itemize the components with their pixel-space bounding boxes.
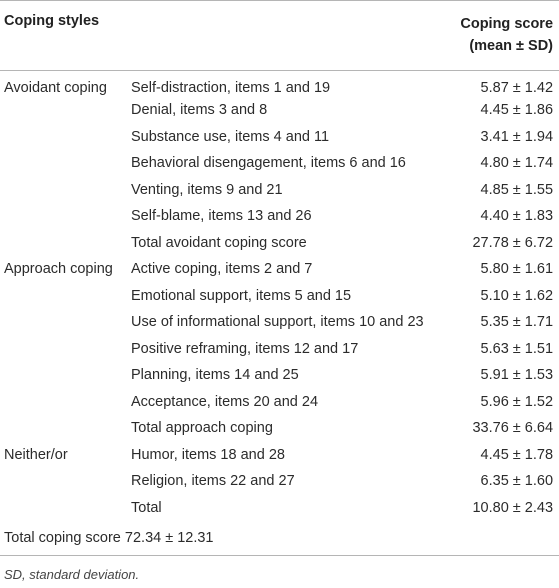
item-cell: Positive reframing, items 12 and 17 (131, 340, 359, 357)
total-score: 72.34 ± 12.31 (124, 529, 214, 546)
category-cell (0, 389, 126, 416)
item-cell: Self-distraction, items 1 and 19 (131, 80, 331, 96)
score-cell: 5.87 ± 1.42 (480, 80, 554, 96)
header-coping-score (445, 1, 559, 71)
score-cell: 33.76 ± 6.64 (472, 420, 554, 437)
table-row (0, 415, 559, 442)
header-coping-styles: Coping styles (4, 13, 100, 29)
item-cell: Religion, items 22 and 27 (131, 473, 295, 490)
category-cell (0, 124, 126, 151)
item-cell: Venting, items 9 and 21 (131, 181, 283, 198)
category-cell (0, 362, 126, 389)
score-cell: 5.10 ± 1.62 (480, 287, 554, 304)
item-cell: Denial, items 3 and 8 (131, 102, 268, 119)
item-cell: Total (131, 499, 162, 516)
score-cell: 6.35 ± 1.60 (480, 473, 554, 490)
table-body (0, 71, 559, 556)
category-cell (0, 495, 126, 522)
table-row (0, 309, 559, 336)
table-row (0, 256, 559, 283)
header-coping-score-line1: Coping score (460, 16, 554, 32)
item-cell: Acceptance, items 20 and 24 (131, 393, 319, 410)
score-cell: 27.78 ± 6.72 (472, 234, 554, 251)
score-cell: 4.40 ± 1.83 (480, 208, 554, 225)
score-cell: 10.80 ± 2.43 (472, 499, 554, 516)
category-cell: Neither/or (4, 446, 68, 463)
score-cell: 3.41 ± 1.94 (480, 128, 554, 145)
table-row (0, 336, 559, 363)
category-cell (0, 177, 126, 204)
item-cell: Emotional support, items 5 and 15 (131, 287, 352, 304)
total-cell (0, 521, 559, 555)
header-coping-score-line2: (mean ± SD) (469, 38, 554, 54)
category-cell (0, 309, 126, 336)
category-cell (0, 283, 126, 310)
item-cell: Self-blame, items 13 and 26 (131, 208, 312, 225)
category-cell: Approach coping (4, 261, 113, 278)
score-cell: 4.85 ± 1.55 (480, 181, 554, 198)
score-cell: 4.45 ± 1.78 (480, 446, 554, 463)
total-label: Total coping score (4, 529, 121, 546)
table-row (0, 150, 559, 177)
item-cell: Total approach coping (131, 420, 273, 437)
score-cell: 5.35 ± 1.71 (480, 314, 554, 331)
category-cell (0, 230, 126, 257)
score-cell: 5.63 ± 1.51 (480, 340, 554, 357)
table-row (0, 124, 559, 151)
item-cell: Total avoidant coping score (131, 234, 307, 251)
score-cell: 5.80 ± 1.61 (480, 261, 554, 278)
table-header (0, 1, 559, 71)
table-row (0, 203, 559, 230)
item-cell: Behavioral disengagement, items 6 and 16 (131, 155, 406, 172)
item-cell: Humor, items 18 and 28 (131, 446, 285, 463)
item-cell: Substance use, items 4 and 11 (131, 128, 330, 145)
table-row (0, 97, 559, 124)
table-row (0, 442, 559, 469)
table-row (0, 468, 559, 495)
table-row (0, 389, 559, 416)
header-row (0, 1, 559, 71)
category-cell (0, 415, 126, 442)
table-row (0, 230, 559, 257)
table-row (0, 283, 559, 310)
total-row (0, 521, 559, 555)
table-row (0, 362, 559, 389)
score-cell: 5.91 ± 1.53 (480, 367, 554, 384)
score-cell: 4.80 ± 1.74 (480, 155, 554, 172)
table-row (0, 495, 559, 522)
item-cell: Use of informational support, items 10 and 23 (131, 314, 424, 331)
item-cell: Planning, items 14 and 25 (131, 367, 299, 384)
category-cell: Avoidant coping (4, 80, 107, 96)
category-cell (0, 97, 126, 124)
score-cell: 5.96 ± 1.52 (480, 393, 554, 410)
category-cell (0, 336, 126, 363)
table-row (0, 177, 559, 204)
category-cell (0, 150, 126, 177)
category-cell (0, 468, 126, 495)
item-cell: Active coping, items 2 and 7 (131, 261, 313, 278)
category-cell (0, 203, 126, 230)
table-footnote: SD, standard deviation. (4, 567, 140, 582)
score-cell: 4.45 ± 1.86 (480, 102, 554, 119)
table-row (0, 71, 559, 98)
